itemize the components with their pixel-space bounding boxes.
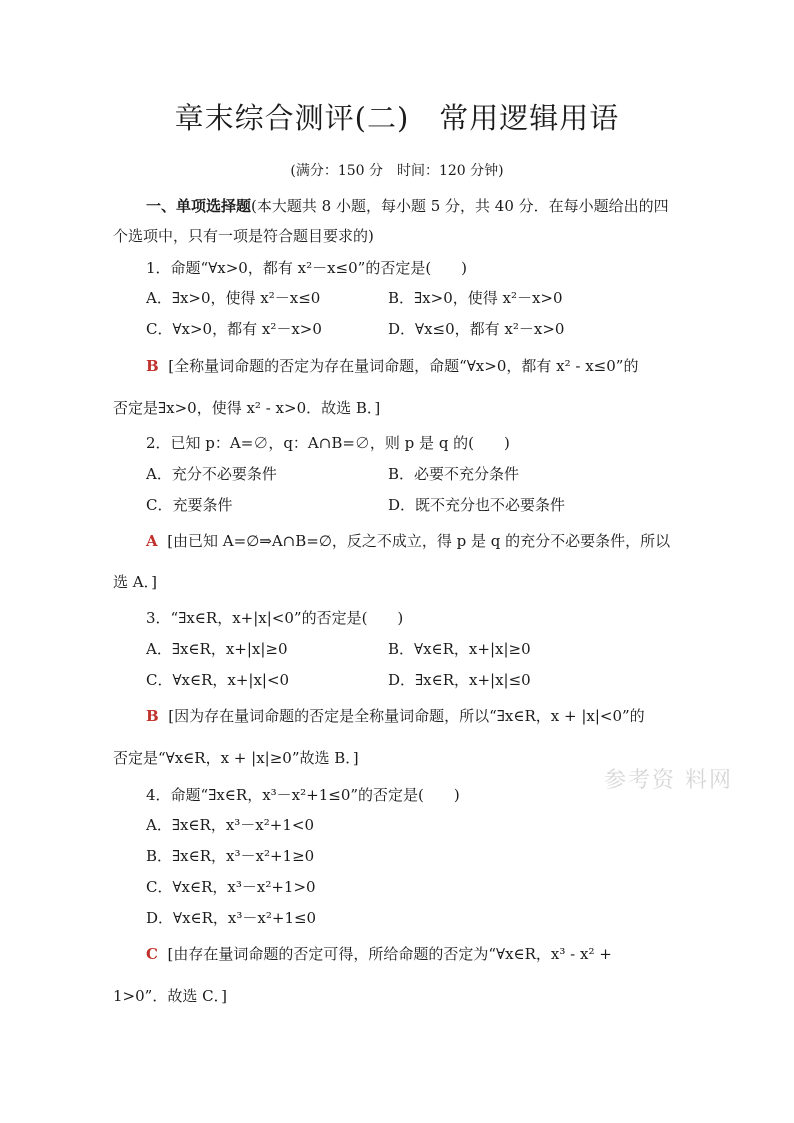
question-2-answer-key: A	[146, 532, 158, 550]
section-heading-line	[146, 196, 669, 216]
question-4-solution-line	[146, 944, 612, 964]
question-1-solution-line	[146, 356, 638, 376]
question-2-option-c: C．充要条件	[146, 496, 233, 514]
question-4-answer-key: C	[146, 945, 158, 963]
question-3-option-a: A．∃x∈R，x+|x|≥0	[146, 640, 288, 658]
question-1-solution-cont: 否定是∃x>0，使得 x² - x>0．故选 B．]	[113, 399, 381, 417]
question-3-solution-cont: 否定是“∀x∈R，x + |x|≥0”故选 B．]	[113, 749, 359, 767]
question-2-option-a: A．充分不必要条件	[146, 465, 277, 483]
question-3-stem: 3．“∃x∈R，x+|x|<0”的否定是( )	[146, 609, 404, 627]
question-2-option-d: D．既不充分也不必要条件	[388, 496, 566, 514]
question-1-option-a: A．∃x>0，使得 x²－x≤0	[146, 289, 321, 307]
question-1-stem: 1．命题“∀x>0，都有 x²－x≤0”的否定是( )	[146, 259, 468, 277]
question-1-option-d: D．∀x≤0，都有 x²－x>0	[388, 320, 565, 338]
question-4-solution: [由存在量词命题的否定可得，所给命题的否定为“∀x∈R，x³ - x² +	[167, 945, 612, 963]
question-3-solution: [因为存在量词命题的否定是全称量词命题，所以“∃x∈R，x + |x|<0”的	[168, 707, 645, 725]
question-4-option-c: C．∀x∈R，x³－x²+1>0	[146, 878, 316, 896]
section-instructions: (本大题共 8 小题，每小题 5 分，共 40 分．在每小题给出的四	[251, 197, 669, 215]
question-2-option-b: B．必要不充分条件	[388, 465, 520, 483]
question-1-answer-key: B	[146, 357, 159, 375]
question-4-stem: 4．命题“∃x∈R，x³－x²+1≤0”的否定是( )	[146, 786, 460, 804]
question-3-option-c: C．∀x∈R，x+|x|<0	[146, 671, 290, 689]
question-1-solution: [全称量词命题的否定为存在量词命题，命题“∀x>0，都有 x² - x≤0”的	[168, 357, 639, 375]
question-4-solution-cont: 1>0”．故选 C．]	[113, 987, 227, 1005]
question-2-solution-cont: 选 A．]	[113, 573, 157, 591]
exam-meta: (满分：150 分 时间：120 分钟)	[290, 163, 504, 179]
watermark: 参考资 料网	[604, 768, 733, 793]
question-2-stem: 2．已知 p：A=∅，q：A∩B=∅，则 p 是 q 的( )	[146, 434, 510, 452]
question-4-option-d: D．∀x∈R，x³－x²+1≤0	[146, 909, 317, 927]
question-3-solution-line	[146, 706, 645, 726]
section-instructions-cont: 个选项中，只有一项是符合题目要求的)	[113, 227, 374, 245]
question-1-option-c: C．∀x>0，都有 x²－x>0	[146, 320, 322, 338]
question-4-option-a: A．∃x∈R，x³－x²+1<0	[146, 816, 314, 834]
question-2-solution: [由已知 A=∅⇒A∩B=∅，反之不成立，得 p 是 q 的充分不必要条件，所以	[167, 532, 671, 550]
section-heading: 一、单项选择题	[146, 197, 252, 215]
question-3-option-b: B．∀x∈R，x+|x|≥0	[388, 640, 531, 658]
question-2-solution-line	[146, 531, 670, 551]
question-1-option-b: B．∃x>0，使得 x²－x>0	[388, 289, 563, 307]
question-3-answer-key: B	[146, 707, 159, 725]
question-3-option-d: D．∃x∈R，x+|x|≤0	[388, 671, 531, 689]
question-4-option-b: B．∃x∈R，x³－x²+1≥0	[146, 847, 315, 865]
page-title: 章末综合测评(二) 常用逻辑用语	[174, 101, 620, 135]
